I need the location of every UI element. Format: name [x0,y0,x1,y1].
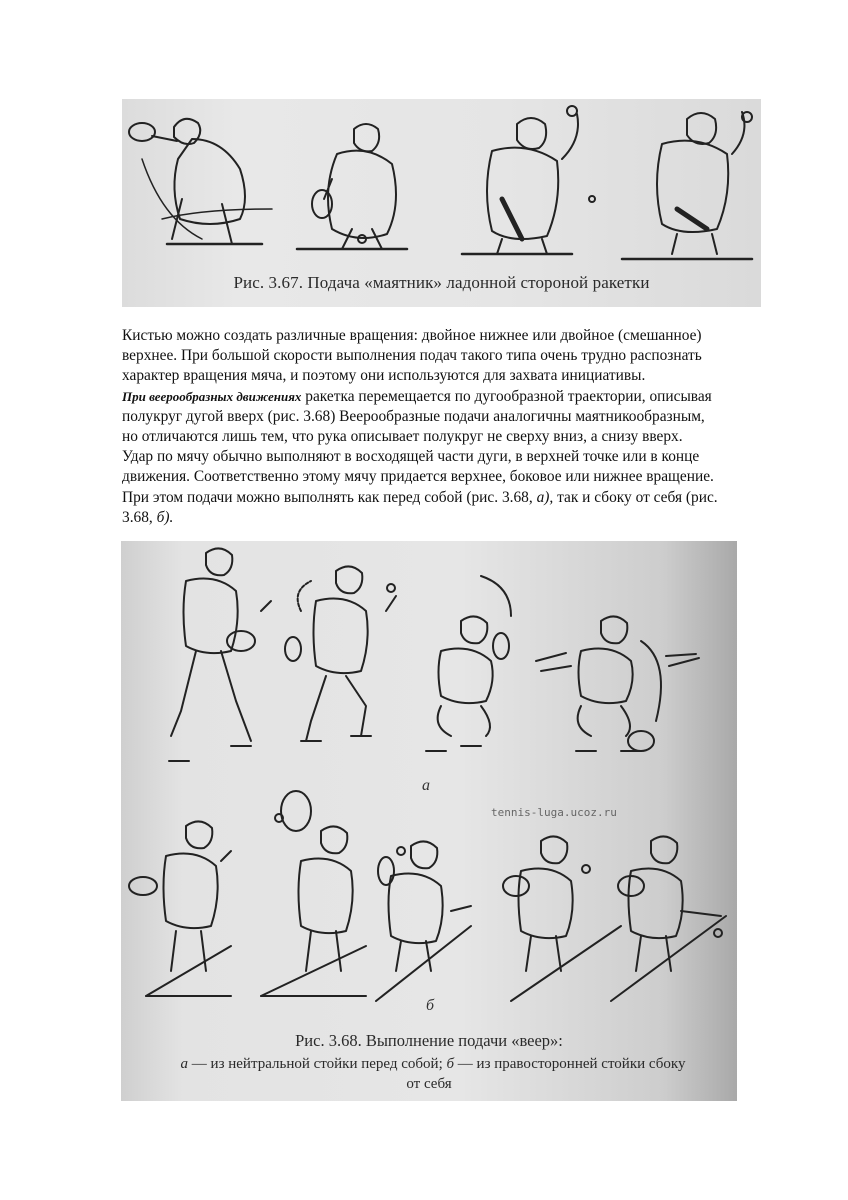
figure-3-67 [122,99,761,307]
figure-3-68 [121,541,737,1101]
text-line: Удар по мячу обычно выполняют в восходящей части дуги, в верхней точке или в конце [122,448,700,466]
text-line: Кистью можно создать различные вращения: двойное нижнее или двойное (смешанное) [122,327,702,344]
legend-letter-a: а [180,1056,189,1072]
text-line [122,508,802,528]
player-figure-4 [622,112,752,259]
text-fragment: ракетка перемещается по дугообразной траектории, описывая [301,387,712,405]
player-figure-2 [297,124,407,249]
row-a-figures [169,548,699,761]
text-line: движения. Соответственно этому мячу придается верхнее, боковое или нижнее вращение. [122,468,714,486]
italic-lead-term: При веерообразных движениях [122,388,302,404]
subfigure-label-b: б [426,997,435,1014]
legend-letter-b: б [446,1056,455,1072]
figure-3-68-legend-tail: от себя [406,1076,452,1092]
text-line: но отличаются лишь тем, что рука описывает полукруг не сверху вниз, а снизу вверх. [122,428,683,446]
figure-3-67-caption: Рис. 3.67. Подача «маятник» ладонной стороной ракетки [233,273,650,292]
text-line [122,488,802,508]
text-line [122,387,802,407]
legend-text-b: — из правосторонней стойки сбоку [454,1056,686,1072]
text-fragment: так и сбоку от себя (рис. [553,488,718,506]
watermark-text: tennis-luga.ucoz.ru [491,806,617,819]
player-figure-3 [462,106,595,254]
subfigure-label-a: а [422,777,430,794]
italic-fragment: а), [536,488,554,506]
text-fragment: 3.68, [122,508,157,526]
fan-serve-illustration [121,541,737,1101]
text-line: характер вращения мяча, и поэтому они используются для захвата инициативы. [122,367,646,385]
body-paragraph [122,326,802,528]
figure-3-68-caption: Рис. 3.68. Выполнение подачи «веер»: [295,1031,563,1050]
text-line: верхнее. При большой скорости выполнения подач такого типа очень трудно распознать [122,347,702,365]
player-figure-1 [129,119,272,244]
figure-3-68-legend [129,1056,737,1073]
italic-fragment: б). [156,508,174,526]
text-line: полукруг дугой вверх (рис. 3.68) Веерообразные подачи аналогичны маятникообразным, [122,407,705,425]
legend-text-a: — из нейтральной стойки перед собой; [188,1056,447,1072]
text-fragment: При этом подачи можно выполнять как перед собой (рис. 3.68, [122,488,537,506]
row-b-figures [129,791,726,1001]
